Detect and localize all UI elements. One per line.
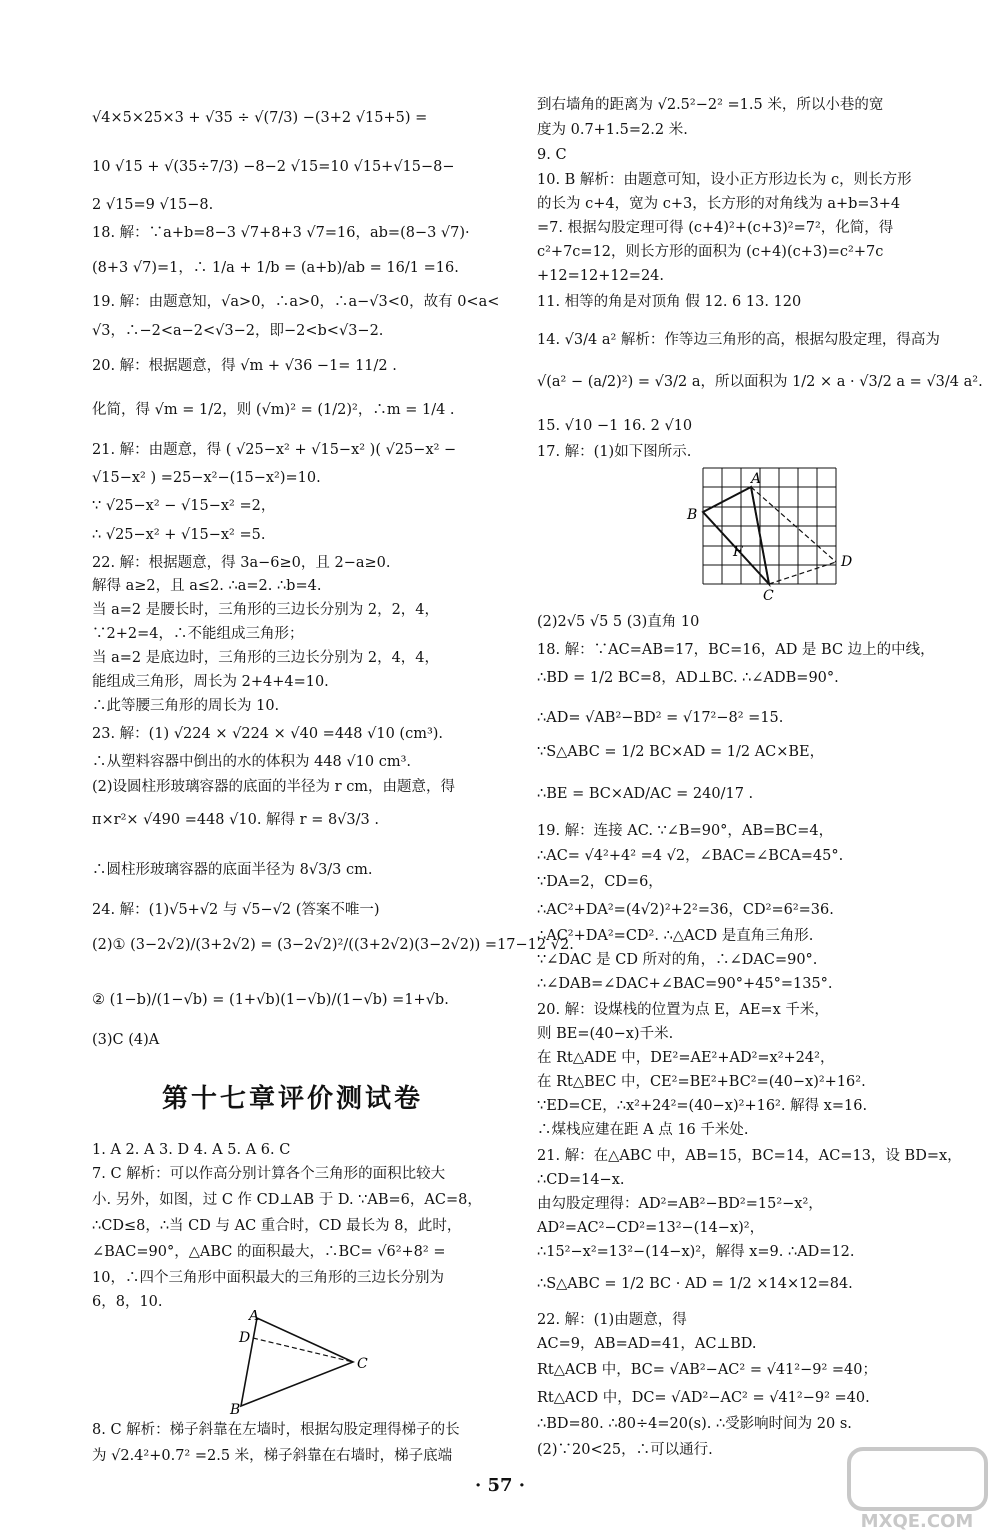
text-line: 当 a=2 是腰长时，三角形的三边长分别为 2，2，4，	[92, 602, 440, 618]
text-line: Rt△ACD 中，DC= √AD²−AC² = √41²−9² =40.	[537, 1390, 870, 1406]
triangle-outline	[241, 1318, 353, 1406]
text-line: ∴BD=80. ∴80÷4=20(s). ∴受影响时间为 20 s.	[537, 1416, 852, 1432]
text-line: AC=9，AB=AD=41，AC⊥BD.	[537, 1336, 757, 1352]
text-line: ∴15²−x²=13²−(14−x)²，解得 x=9. ∴AD=12.	[537, 1244, 855, 1260]
text-line: 在 Rt△BEC 中，CE²=BE²+BC²=(40−x)²+16².	[537, 1074, 866, 1090]
triangle-abc	[703, 487, 769, 584]
text-line: (3)C (4)A	[92, 1032, 160, 1048]
text-line: 10，∴四个三角形中面积最大的三角形的三边长分别为	[92, 1270, 444, 1286]
text-line: 9. C	[537, 147, 567, 163]
grid-figure	[683, 462, 863, 602]
text-line: ∠BAC=90°，△ABC 的面积最大，∴BC= √6²+8² =	[92, 1244, 446, 1260]
text-line: =7. 根据勾股定理可得 (c+4)²+(c+3)²=7²，化简，得	[537, 220, 894, 236]
text-line: 度为 0.7+1.5=2.2 米.	[537, 122, 688, 138]
text-line: ∴CD≤8，∴当 CD 与 AC 重合时，CD 最长为 8，此时，	[92, 1218, 462, 1234]
text-line: 15. √10 −1 16. 2 √10	[537, 418, 693, 434]
watermark-logo	[845, 1445, 990, 1533]
text-line: ∴圆柱形玻璃容器的底面半径为 8√3/3 cm.	[92, 862, 373, 878]
text-line: 6，8，10.	[92, 1294, 163, 1310]
text-line: 解得 a≥2，且 a≤2. ∴a=2. ∴b=4.	[92, 578, 322, 594]
text-line: Rt△ACB 中，BC= √AB²−AC² = √41²−9² =40；	[537, 1362, 877, 1378]
text-line: +12=12+12=24.	[537, 268, 665, 284]
grid-lines	[703, 468, 836, 584]
chapter-title: 第十七章评价测试卷	[162, 1084, 424, 1114]
text-line: 在 Rt△ADE 中，DE²=AE²+AD²=x²+24²，	[537, 1050, 835, 1066]
text-line: 由勾股定理得：AD²=AB²−BD²=15²−x²，	[537, 1196, 823, 1212]
text-line: 能组成三角形，周长为 2+4+4=10.	[92, 674, 329, 690]
text-line: ② (1−b)/(1−√b) = (1+√b)(1−√b)/(1−√b) =1+√b.	[92, 992, 449, 1008]
text-line: ∴BD = 1/2 BC=8，AD⊥BC. ∴∠ADB=90°.	[537, 670, 839, 686]
text-line: ∵∠DAC 是 CD 所对的角，∴∠DAC=90°.	[537, 952, 818, 968]
text-line: 18. 解：∵AC=AB=17，BC=16，AD 是 BC 边上的中线，	[537, 642, 935, 658]
text-line: 化简，得 √m = 1/2，则 (√m)² = (1/2)²，∴m = 1/4 .	[92, 402, 455, 418]
text-line: ∴AC²+DA²=CD². ∴△ACD 是直角三角形.	[537, 928, 814, 944]
text-line: (2)① (3−2√2)/(3+2√2) = (3−2√2)²/((3+2√2)(3−2√2)) =17−12 √2.	[92, 937, 574, 953]
text-line: 21. 解：由题意，得 ( √25−x² + √15−x² )( √25−x² −	[92, 442, 457, 458]
text-line: 2 √15=9 √15−8.	[92, 197, 214, 213]
text-line: ∴AD= √AB²−BD² = √17²−8² =15.	[537, 710, 784, 726]
text-line: 17. 解：(1)如下图所示.	[537, 444, 692, 460]
text-line: ∵2+2=4，∴不能组成三角形；	[92, 626, 304, 642]
text-line: (2)设圆柱形玻璃容器的底面的半径为 r cm，由题意，得	[92, 779, 456, 795]
text-line: ∴从塑料容器中倒出的水的体积为 448 √10 cm³.	[92, 754, 411, 770]
text-line: ∵ √25−x² − √15−x² =2，	[92, 498, 276, 514]
text-line: 1. A 2. A 3. D 4. A 5. A 6. C	[92, 1142, 291, 1158]
text-line: π×r²× √490 =448 √10. 解得 r = 8√3/3 .	[92, 812, 379, 828]
grid-label-c: C	[763, 588, 774, 602]
text-line: ∴S△ABC = 1/2 BC · AD = 1/2 ×14×12=84.	[537, 1276, 853, 1292]
text-line: 11. 相等的角是对顶角 假 12. 6 13. 120	[537, 294, 802, 310]
text-line: √15−x² ) =25−x²−(15−x²)=10.	[92, 470, 321, 486]
text-line: ∵S△ABC = 1/2 BC×AD = 1/2 AC×BE，	[537, 744, 825, 760]
text-line: 23. 解：(1) √224 × √224 × √40 =448 √10 (cm³).	[92, 726, 444, 742]
text-line: 10. B 解析：由题意可知，设小正方形边长为 c，则长方形	[537, 172, 912, 188]
text-line: 当 a=2 是底边时，三角形的三边长分别为 2，4，4，	[92, 650, 440, 666]
text-line: 22. 解：(1)由题意，得	[537, 1312, 687, 1328]
text-line: √(a² − (a/2)²) = √3/2 a，所以面积为 1/2 × a · √3/2 a = √3/4 a².	[537, 374, 983, 390]
text-line: ∴CD=14−x.	[537, 1172, 625, 1188]
text-line: ∴BE = BC×AD/AC = 240/17 .	[537, 786, 754, 802]
text-line: ∴ √25−x² + √15−x² =5.	[92, 527, 266, 543]
text-line: ∴此等腰三角形的周长为 10.	[92, 698, 280, 714]
text-line: 到右墙角的距离为 √2.5²−2² =1.5 米，所以小巷的宽	[537, 97, 884, 113]
text-line: 10 √15 + √(35÷7/3) −8−2 √15=10 √15+√15−8−	[92, 159, 455, 175]
triangle-label-b: B	[230, 1402, 241, 1415]
grid-label-f: F	[733, 544, 743, 560]
text-line: 小. 另外，如图，过 C 作 CD⊥AB 于 D. ∵AB=6，AC=8，	[92, 1192, 482, 1208]
text-line: ∴煤栈应建在距 A 点 16 千米处.	[537, 1122, 749, 1138]
text-line: 21. 解：在△ABC 中，AB=15，BC=14，AC=13，设 BD=x，	[537, 1148, 962, 1164]
grid-label-b: B	[687, 507, 698, 523]
text-line: AD²=AC²−CD²=13²−(14−x)²，	[537, 1220, 765, 1236]
text-line: 则 BE=(40−x)千米.	[537, 1026, 674, 1042]
text-line: ∵DA=2，CD=6，	[537, 874, 663, 890]
text-line: ∵ED=CE，∴x²+24²=(40−x)²+16². 解得 x=16.	[537, 1098, 868, 1114]
text-line: c²+7c=12，则长方形的面积为 (c+4)(c+3)=c²+7c	[537, 244, 884, 260]
triangle-label-a: A	[249, 1310, 260, 1324]
text-line: 18. 解：∵a+b=8−3 √7+8+3 √7=16，ab=(8−3 √7)·	[92, 225, 470, 241]
text-line: ∴AC= √4²+4² =4 √2，∠BAC=∠BCA=45°.	[537, 848, 844, 864]
text-line: ∴AC²+DA²=(4√2)²+2²=36，CD²=6²=36.	[537, 902, 834, 918]
text-line: (2)∵20<25，∴可以通行.	[537, 1442, 713, 1458]
triangle-label-d: D	[239, 1330, 251, 1346]
text-line: 19. 解：连接 AC. ∵∠B=90°，AB=BC=4，	[537, 823, 834, 839]
text-line: 20. 解：设煤栈的位置为点 E，AE=x 千米，	[537, 1002, 829, 1018]
watermark-text: MXQE.COM	[860, 1511, 974, 1532]
text-line: 为 √2.4²+0.7² =2.5 米，梯子斜靠在右墙时，梯子底端	[92, 1448, 453, 1464]
triangle-altitude	[253, 1338, 353, 1362]
grid-label-a: A	[751, 471, 762, 487]
text-line: 8. C 解析：梯子斜靠在左墙时，根据勾股定理得梯子的长	[92, 1422, 460, 1438]
text-line: ∴∠DAB=∠DAC+∠BAC=90°+45°=135°.	[537, 976, 833, 992]
triangle-label-c: C	[357, 1356, 368, 1372]
page-number: · 57 ·	[474, 1475, 526, 1496]
text-line: (8+3 √7)=1，∴ 1/a + 1/b = (a+b)/ab = 16/1 =16.	[92, 260, 459, 276]
triangle-figure	[225, 1310, 375, 1415]
text-line: 20. 解：根据题意，得 √m + √36 −1= 11/2 .	[92, 358, 397, 374]
text-line: √3，∴−2<a−2<√3−2，即−2<b<√3−2.	[92, 323, 384, 339]
text-line: (2)2√5 √5 5 (3)直角 10	[537, 614, 700, 630]
text-line: 19. 解：由题意知，√a>0，∴a>0，∴a−√3<0，故有 0<a<	[92, 294, 500, 310]
text-line: 22. 解：根据题意，得 3a−6≥0，且 2−a≥0.	[92, 555, 391, 571]
text-line: 24. 解：(1)√5+√2 与 √5−√2 (答案不唯一)	[92, 902, 380, 918]
grid-label-d: D	[841, 554, 853, 570]
text-line: 7. C 解析：可以作高分别计算各个三角形的面积比较大	[92, 1166, 446, 1182]
text-line: 的长为 c+4，宽为 c+3，长方形的对角线为 a+b=3+4	[537, 196, 901, 212]
text-line: 14. √3/4 a² 解析：作等边三角形的高，根据勾股定理，得高为	[537, 332, 940, 348]
text-line: √4×5×25×3 + √35 ÷ √(7/3) −(3+2 √15+5) =	[92, 110, 428, 126]
